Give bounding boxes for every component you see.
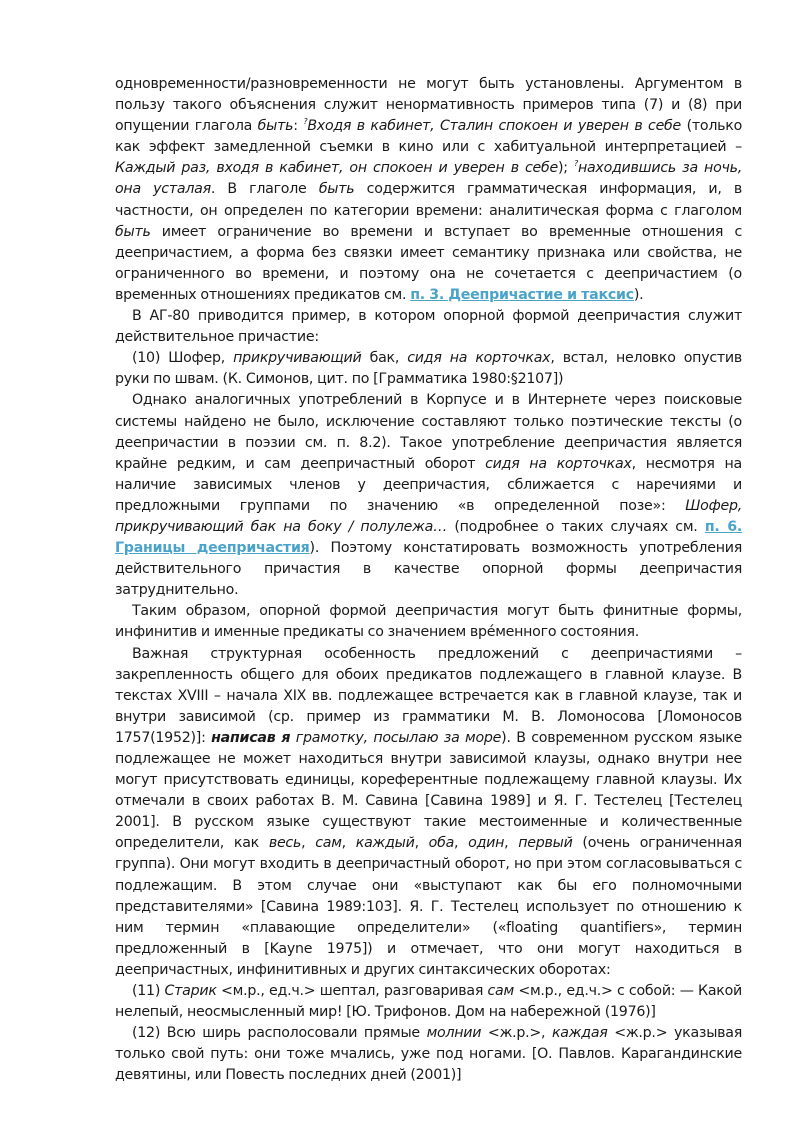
paragraph-conclusion: Таким образом, опорной формой деепричастия могут быть финитные формы, инфинитив и именные предикаты со значением вре́менного состояния. — [115, 603, 742, 641]
text: <ж.р.>, — [481, 1025, 552, 1042]
example-text: грамотку, посылаю за море — [295, 729, 502, 746]
italic-term: быть — [318, 181, 355, 198]
text: имеет ограничение во времени и вступает во временные отношения с деепричастием, а форма без связки имеет семантику признака или свойства, не ограниченного во времени, и поэтому она не сочетается с деепричастием (о временных отношениях предикатов см. — [115, 223, 742, 303]
text: <м.р., ед.ч.> шептал, разговаривая — [216, 983, 488, 1000]
example-10 — [115, 348, 742, 390]
text: ); — [557, 160, 574, 177]
text: , встал, неловко опустив руки по швам. (К. Симонов, цит. по [Грамматика 1980:§2107]) — [115, 350, 742, 388]
text: содержится грамматическая информация, и, в частности, он определен по категории времени: аналитическая форма с глаголом — [115, 181, 742, 219]
italic-term: быть — [115, 223, 151, 240]
example-12 — [115, 1023, 742, 1086]
example-11 — [115, 981, 742, 1023]
italic-term: каждая — [551, 1025, 608, 1042]
example-text: Шофер, прикручивающий бак на боку / полулежа… — [115, 497, 742, 535]
paragraph-corpus — [115, 390, 742, 601]
example-text: находившись за ночь, она усталая — [115, 160, 742, 198]
text: <ж.р.> указывая только свой путь: они тоже мчались, уже под ногами. [О. Павлов. Карагандинские девятины, или Повесть последних дней (2001)] — [115, 1025, 743, 1084]
italic-term: первый — [518, 835, 573, 852]
text: ). В современном русском языке подлежащее не может находиться внутри зависимой клаузы, однако внутри нее могут присутствовать единицы, кореферентные подлежащему главной клаузы. Их отмечали в своих работах В. М. Савина [Савина 1989] и Я. Г. Тестелец [Тестелец 2001]. В русском языке существуют такие местоименные и количественные определители, как — [115, 729, 742, 852]
italic-term: один — [468, 835, 505, 852]
italic-term: молнии — [426, 1025, 482, 1042]
paragraph-ag80: В АГ-80 приводится пример, в котором опорной формой деепричастия служит действительное причастие: — [115, 308, 742, 346]
text: . В глаголе — [210, 181, 319, 198]
text: , — [301, 835, 316, 852]
text: одновременности/разновременности не могут быть установлены. Аргументом в пользу такого объяснения служит ненормативность примеров типа (7) и (8) при опущении глагола — [115, 76, 742, 135]
link-taxis-section[interactable]: п. 3. Деепричастие и таксис — [410, 286, 634, 303]
italic-term: весь — [268, 835, 302, 852]
question-mark: ? — [303, 117, 308, 127]
text: , несмотря на наличие зависимых членов у деепричастия, сближается с наречиями и предложными группами по значению «в определенной позе»: — [115, 455, 742, 514]
italic-term: каждый — [355, 835, 415, 852]
question-mark: ? — [573, 159, 578, 169]
example-text: Входя в кабинет, Сталин спокоен и уверен в себе — [307, 118, 682, 135]
italic-term: сам — [487, 983, 514, 1000]
text: ). — [633, 286, 644, 303]
text: <м.р., ед.ч.> с собой: — Какой нелепый, неосмысленный мир! [Ю. Трифонов. Дом на набережной (1976)] — [115, 983, 742, 1021]
link-boundaries-section[interactable]: п. 6. Границы деепричастия — [115, 518, 743, 557]
paragraph-subject — [115, 644, 742, 982]
text: (очень ограниченная группа). Они могут входить в деепричастный оборот, но при этом согласовываться с подлежащим. В этом случае они «выступают как бы его полномочными представителями» [Савина 1989:103]. Я. Г. Тестелец использует по отношению к ним термин «плавающие определители» («floating quantifiers», термин предложенный в [Kayne 1975]) и отмечает, что они могут находиться в деепричастных, инфинитивных и других синтаксических оборотах: — [115, 835, 742, 978]
italic-term: сидя на корточках — [407, 350, 551, 367]
text: ). Поэтому констатировать возможность употребления действительного причастия в качестве опорной формы деепричастия затруднительно. — [115, 540, 742, 599]
text: (10) Шофер, — [132, 350, 234, 367]
italic-term: оба — [428, 835, 455, 852]
document-page — [115, 74, 742, 1087]
italic-term: сам — [315, 835, 342, 852]
example-text: Каждый раз, входя в кабинет, он спокоен и уверен в себе — [115, 160, 558, 177]
text: , — [454, 835, 469, 852]
text: Однако аналогичных употреблений в Корпусе и в Интернете через поисковые системы найдено не было, исключение составляют только поэтические тексты (о деепричастии в поэзии см. п. 8.2). Такое употребление деепричастия является крайне редким, и сам деепричастный оборот — [115, 392, 742, 472]
text: (12) Всю ширь располосовали прямые — [132, 1025, 427, 1042]
italic-term: Старик — [164, 983, 217, 1000]
text: (только как эффект замедленной съемки в кино или с хабитуальной интерпретацией – — [115, 118, 743, 156]
text: : — [293, 118, 304, 135]
text: , — [414, 835, 429, 852]
text: , — [341, 835, 356, 852]
text: , — [504, 835, 519, 852]
paragraph-copula-argument — [115, 74, 742, 306]
italic-term: быть — [257, 118, 294, 135]
italic-term: прикручивающий — [233, 350, 362, 367]
text: бак, — [361, 350, 408, 367]
text: (11) — [132, 983, 165, 1000]
bold-italic-term: написав я — [211, 729, 291, 746]
italic-term: сидя на корточках — [485, 455, 632, 472]
text: Важная структурная особенность предложений с деепричастиями – закрепленность общего для обоих предикатов подлежащего в главной клаузе. В текстах XVIII – начала XIX вв. подлежащее встречается как в главной клаузе, так и внутри зависимой (ср. пример из грамматики М. В. Ломоносова [Ломоносов 1757(1952)]: — [115, 645, 742, 746]
text: (подробнее о таких случаях см. — [447, 518, 705, 535]
